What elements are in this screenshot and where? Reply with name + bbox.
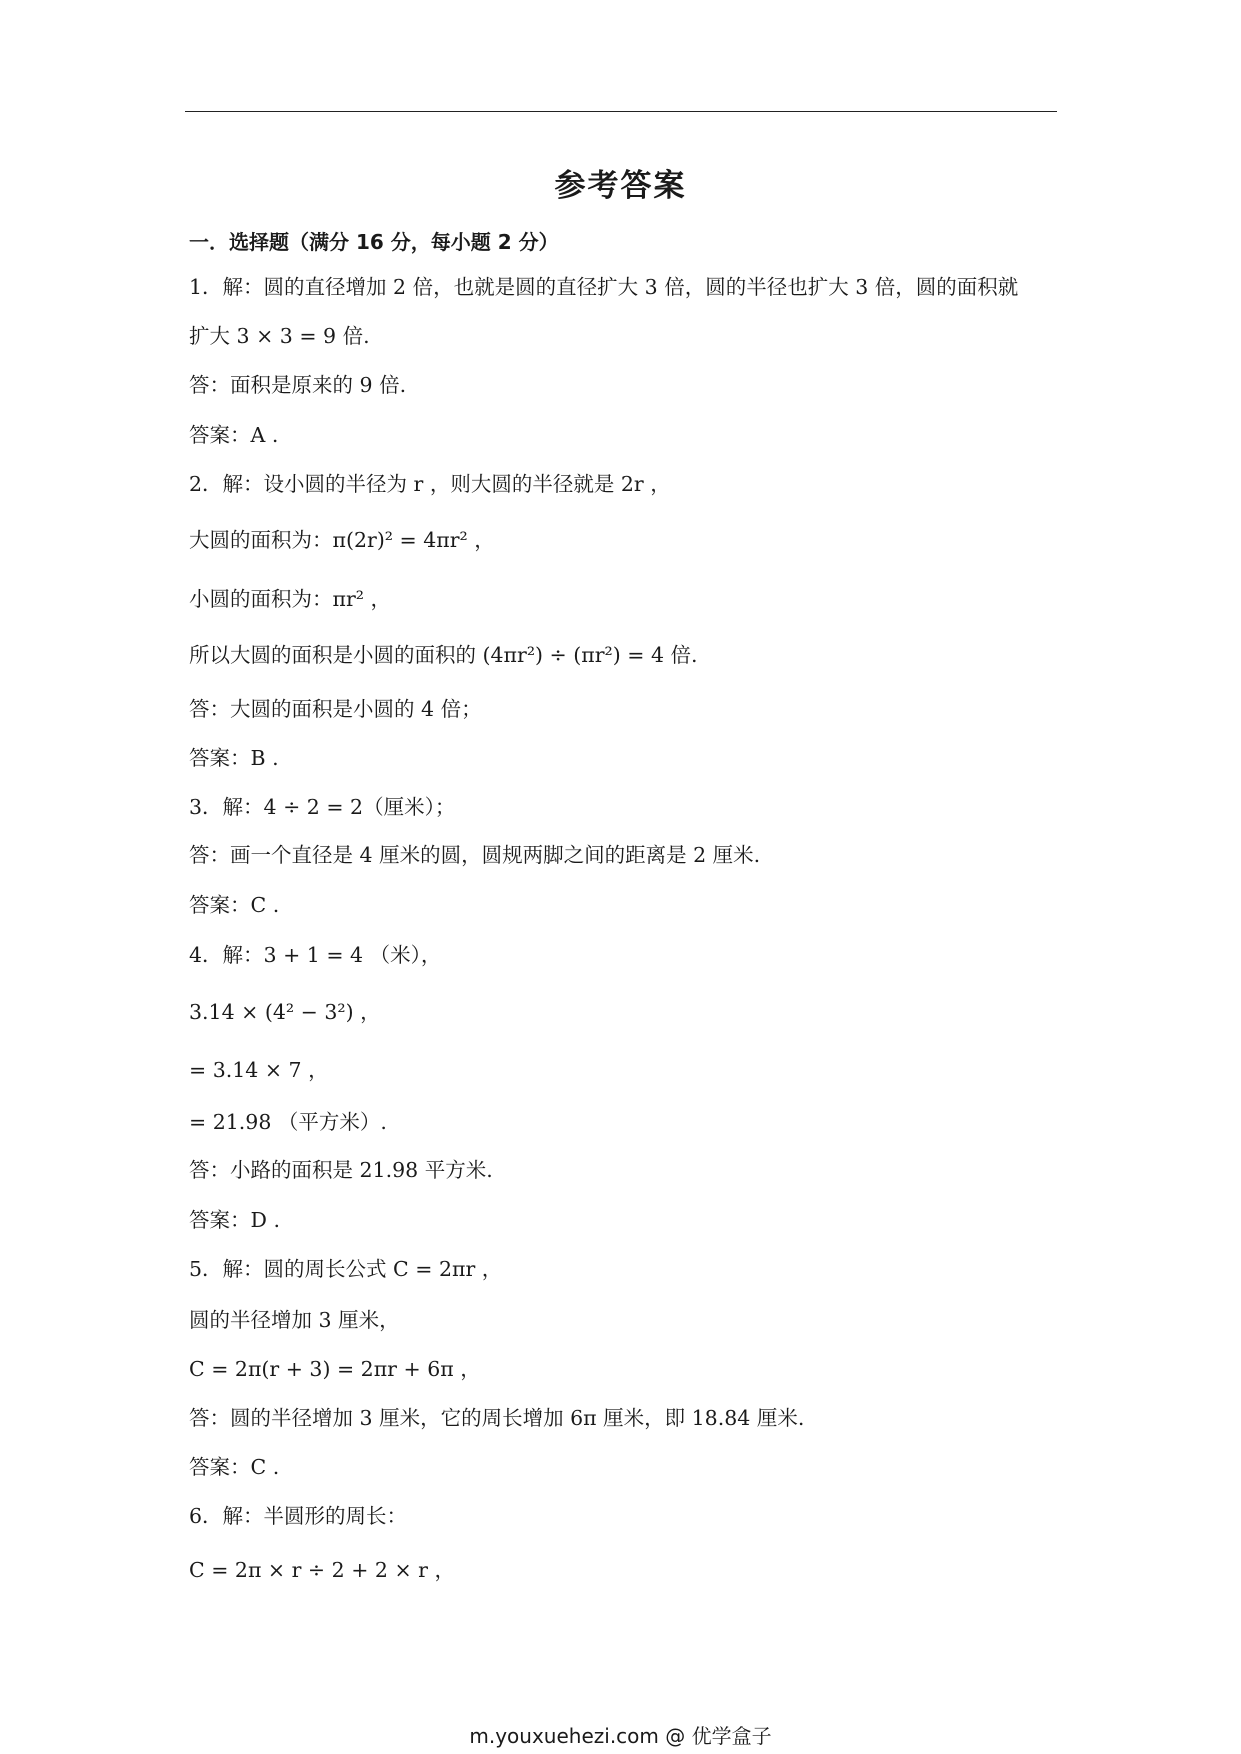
text-line: 3.14 × (4² − 3²) ，: [189, 1000, 381, 1024]
section-heading: 一．选择题（满分 16 分，每小题 2 分）: [189, 230, 559, 254]
text-line: = 3.14 × 7 ，: [189, 1058, 329, 1082]
text-line: 大圆的面积为：π(2r)² = 4πr² ，: [189, 528, 495, 552]
text-line: = 21.98 （平方米）.: [189, 1110, 387, 1134]
text-line: 答案：B .: [189, 746, 279, 770]
text-line: 答案：C .: [189, 893, 280, 917]
footer-watermark: m.youxuehezi.com @ 优学盒子: [469, 1724, 772, 1748]
text-line: 答：圆的半径增加 3 厘米，它的周长增加 6π 厘米，即 18.84 厘米.: [189, 1406, 805, 1430]
text-line: 答：画一个直径是 4 厘米的圆，圆规两脚之间的距离是 2 厘米.: [189, 843, 761, 867]
text-line: 所以大圆的面积是小圆的面积的 (4πr²) ÷ (πr²) = 4 倍.: [189, 643, 698, 667]
text-line: 答案：C .: [189, 1455, 280, 1479]
text-line: C = 2π(r + 3) = 2πr + 6π ，: [189, 1357, 481, 1381]
text-line: 5．解：圆的周长公式 C = 2πr ，: [189, 1257, 503, 1281]
text-line: C = 2π × r ÷ 2 + 2 × r ，: [189, 1558, 455, 1582]
text-line: 答：小路的面积是 21.98 平方米.: [189, 1158, 493, 1182]
text-line: 答：面积是原来的 9 倍.: [189, 373, 407, 397]
page-title: 参考答案: [554, 168, 687, 204]
text-line: 圆的半径增加 3 厘米，: [189, 1308, 400, 1332]
header-rule: [185, 111, 1057, 112]
text-line: 6．解：半圆形的周长：: [189, 1504, 408, 1528]
text-line: 答：大圆的面积是小圆的 4 倍；: [189, 697, 482, 721]
text-line: 答案：D .: [189, 1208, 280, 1232]
text-line: 答案：A .: [189, 423, 279, 447]
text-line: 小圆的面积为：πr² ，: [189, 587, 392, 611]
text-line: 扩大 3 × 3 = 9 倍.: [189, 324, 370, 348]
text-line: 4．解：3 + 1 = 4 （米），: [189, 943, 442, 967]
text-line: 3．解：4 ÷ 2 = 2（厘米）；: [189, 795, 456, 819]
text-line: 2．解：设小圆的半径为 r ，则大圆的半径就是 2r ，: [189, 472, 671, 496]
text-line: 1．解：圆的直径增加 2 倍，也就是圆的直径扩大 3 倍，圆的半径也扩大 3 倍，圆的面积就: [189, 275, 1019, 299]
